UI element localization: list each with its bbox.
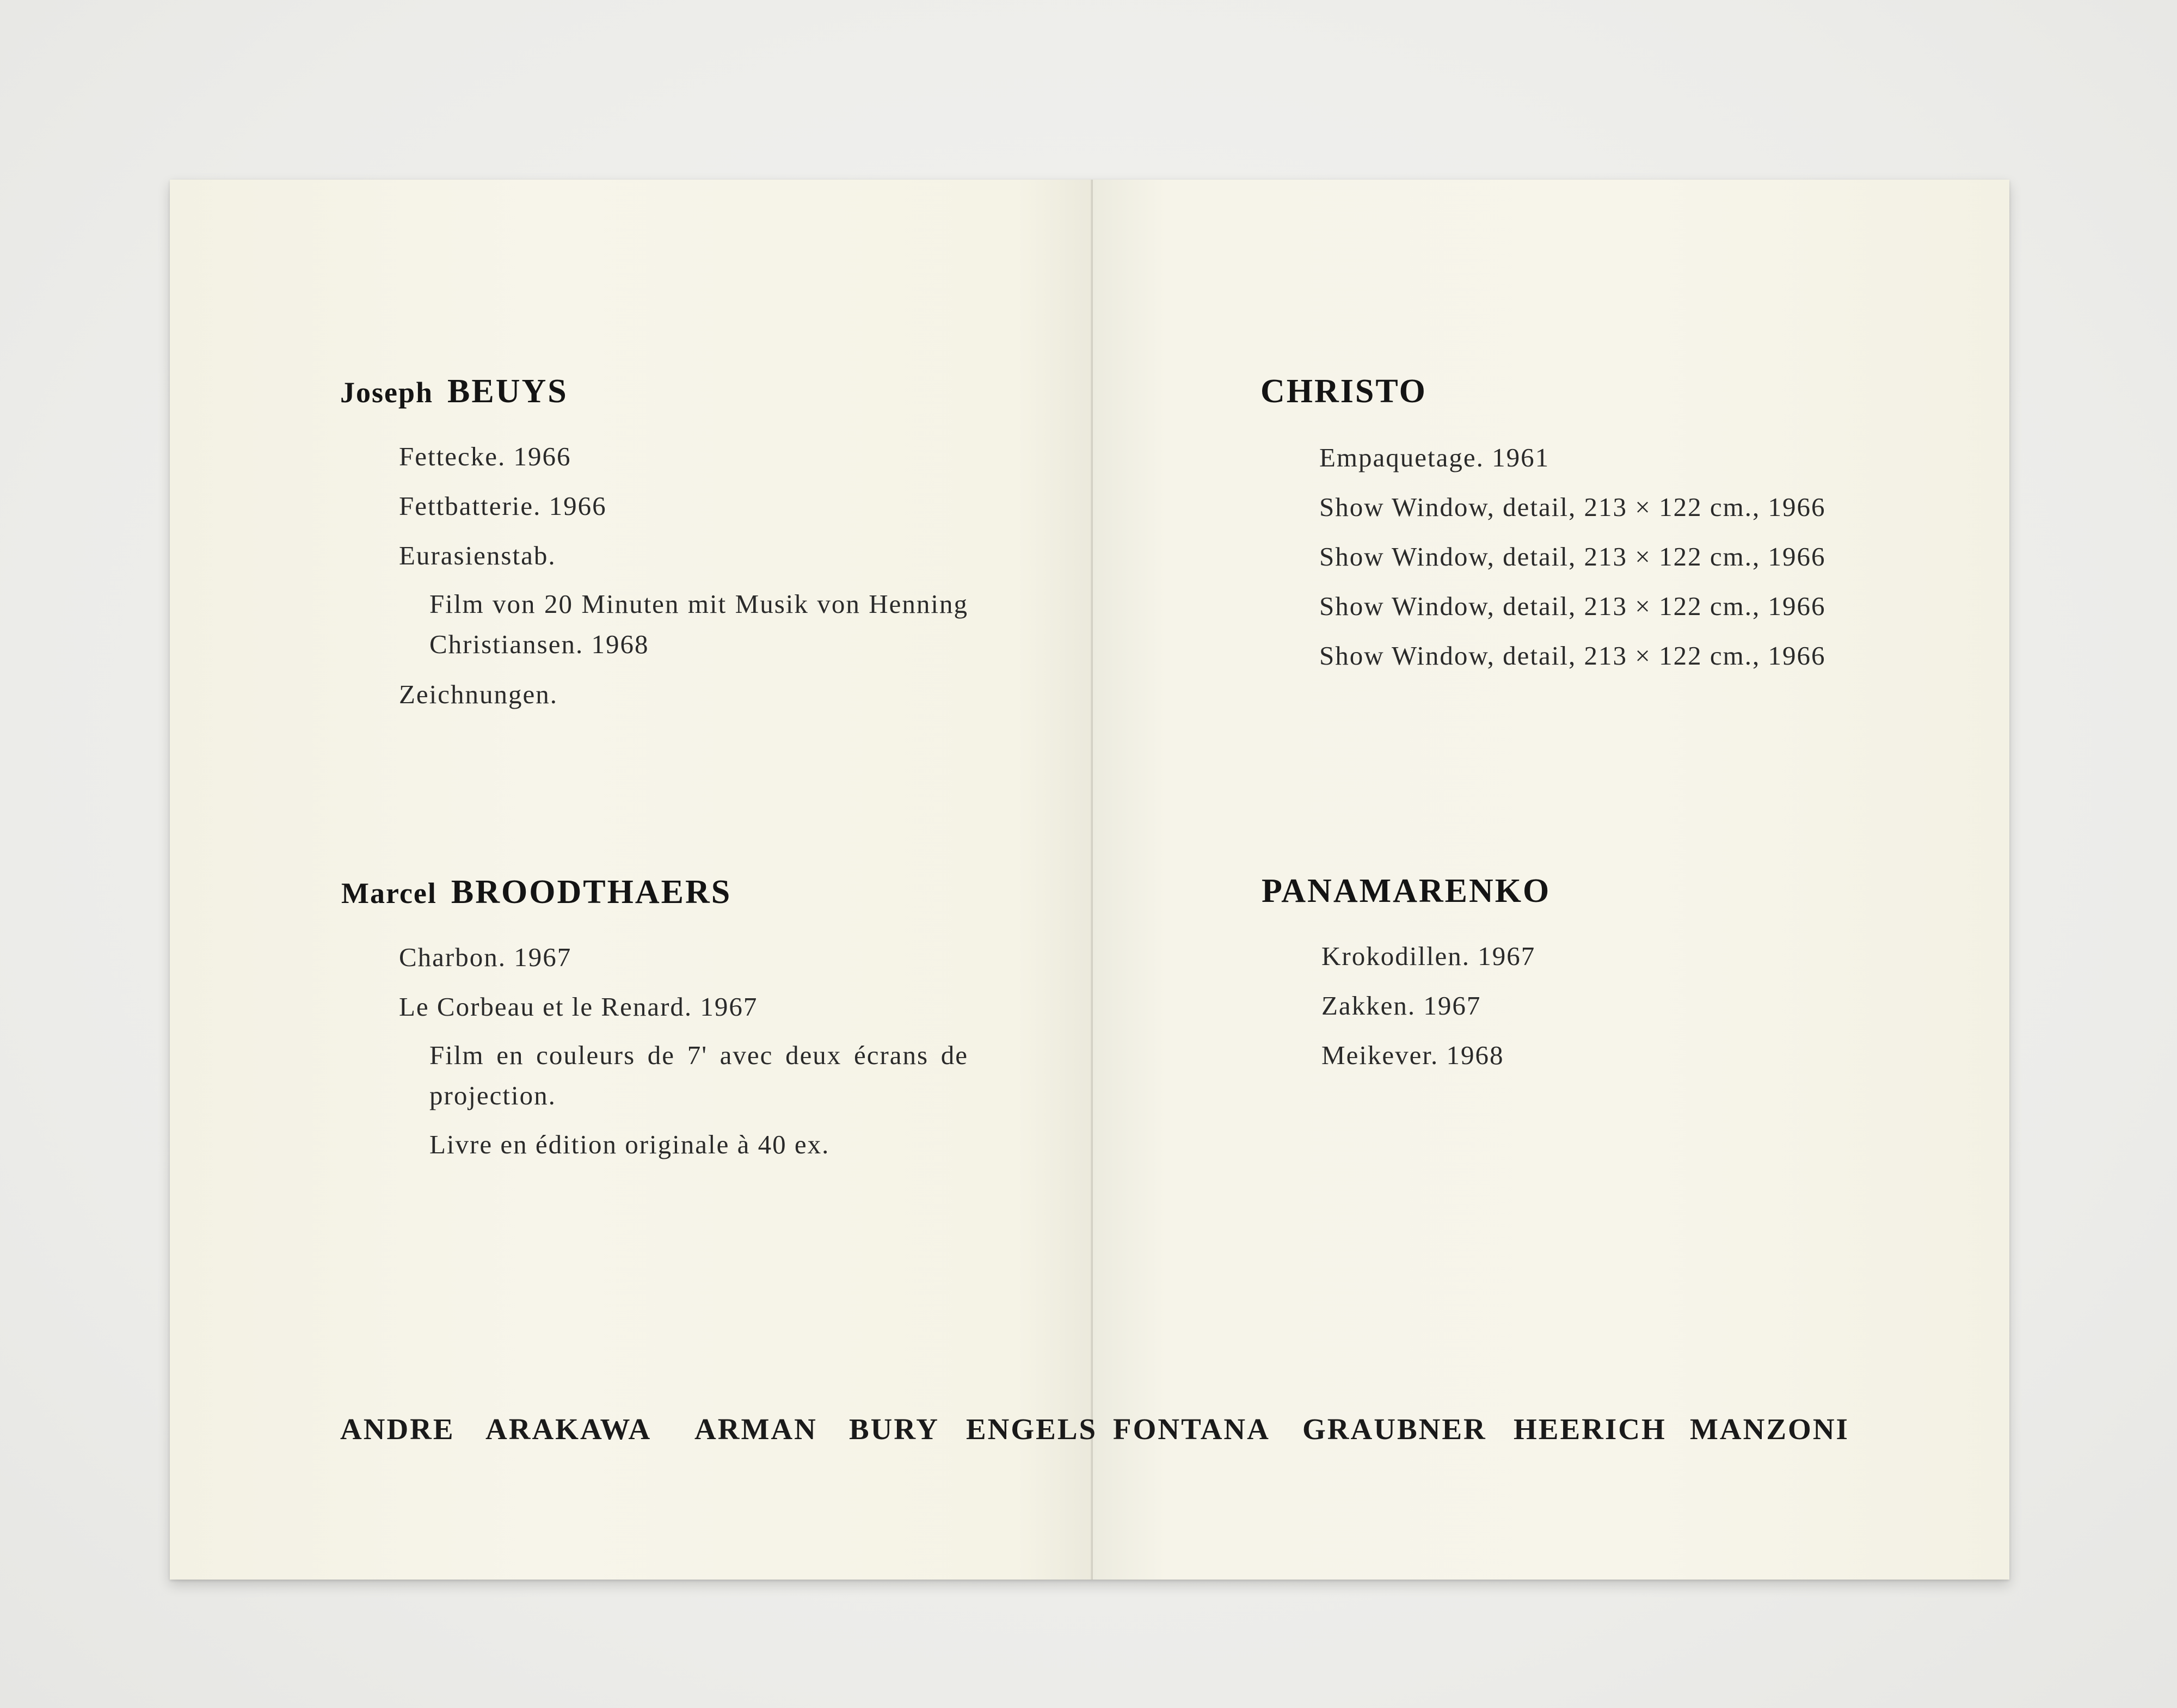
work-note: Film en couleurs de 7' avec deux écrans de projection. [429,1040,968,1110]
work-item: Charbon. 1967 [399,942,572,972]
footer-name: MANZONI [1690,1412,1849,1446]
work-item: Zakken. 1967 [1321,991,1481,1021]
artist-first-name: Joseph [340,376,434,409]
works-list-christo [1319,442,1825,690]
artist-name: PANAMARENKO [1262,873,1551,910]
work-item: Show Window, detail, 213 × 122 cm., 1966 [1319,542,1826,572]
footer-name: GRAUBNER [1302,1412,1487,1446]
works-list-beuys [399,441,968,728]
artist-last-name: BROODTHAERS [451,874,732,911]
artist-heading-panamarenko [1262,872,1551,911]
work-item: Show Window, detail, 213 × 122 cm., 1966 [1319,492,1826,522]
artist-last-name: BEUYS [447,373,568,410]
footer-name: ENGELS [966,1412,1098,1446]
footer-name: ARMAN [694,1412,817,1446]
right-page [1093,180,2009,1580]
work-item: Show Window, detail, 213 × 122 cm., 1966 [1319,641,1826,671]
work-note: Film von 20 Minuten mit Musik von Henning Christiansen. 1968 [429,589,968,659]
work-item: Fettbatterie. 1966 [399,491,607,521]
work-item: Fettecke. 1966 [399,441,571,471]
footer-name: ANDRE [340,1412,455,1446]
artist-heading-christo [1260,372,1427,411]
footer-name: BURY [849,1412,939,1446]
footer-name: HEERICH [1514,1412,1666,1446]
work-item: Zeichnungen. [399,679,558,709]
artist-name: CHRISTO [1260,373,1427,410]
works-list-broodthaers [399,942,968,1179]
works-list-panamarenko [1321,941,1535,1089]
work-item: Eurasienstab. [399,540,556,570]
artist-heading-beuys [340,372,568,411]
work-item: Krokodillen. 1967 [1321,941,1536,971]
artist-first-name: Marcel [341,877,437,910]
artist-heading-broodthaers [341,873,731,912]
work-item: Le Corbeau et le Renard. 1967 [399,992,758,1022]
work-item: Meikever. 1968 [1321,1040,1504,1070]
footer-name: FONTANA [1113,1412,1270,1446]
work-item: Show Window, detail, 213 × 122 cm., 1966 [1319,591,1826,621]
work-note: Livre en édition originale à 40 ex. [429,1129,830,1159]
footer-name: ARAKAWA [485,1412,652,1446]
work-item: Empaquetage. 1961 [1319,443,1550,472]
